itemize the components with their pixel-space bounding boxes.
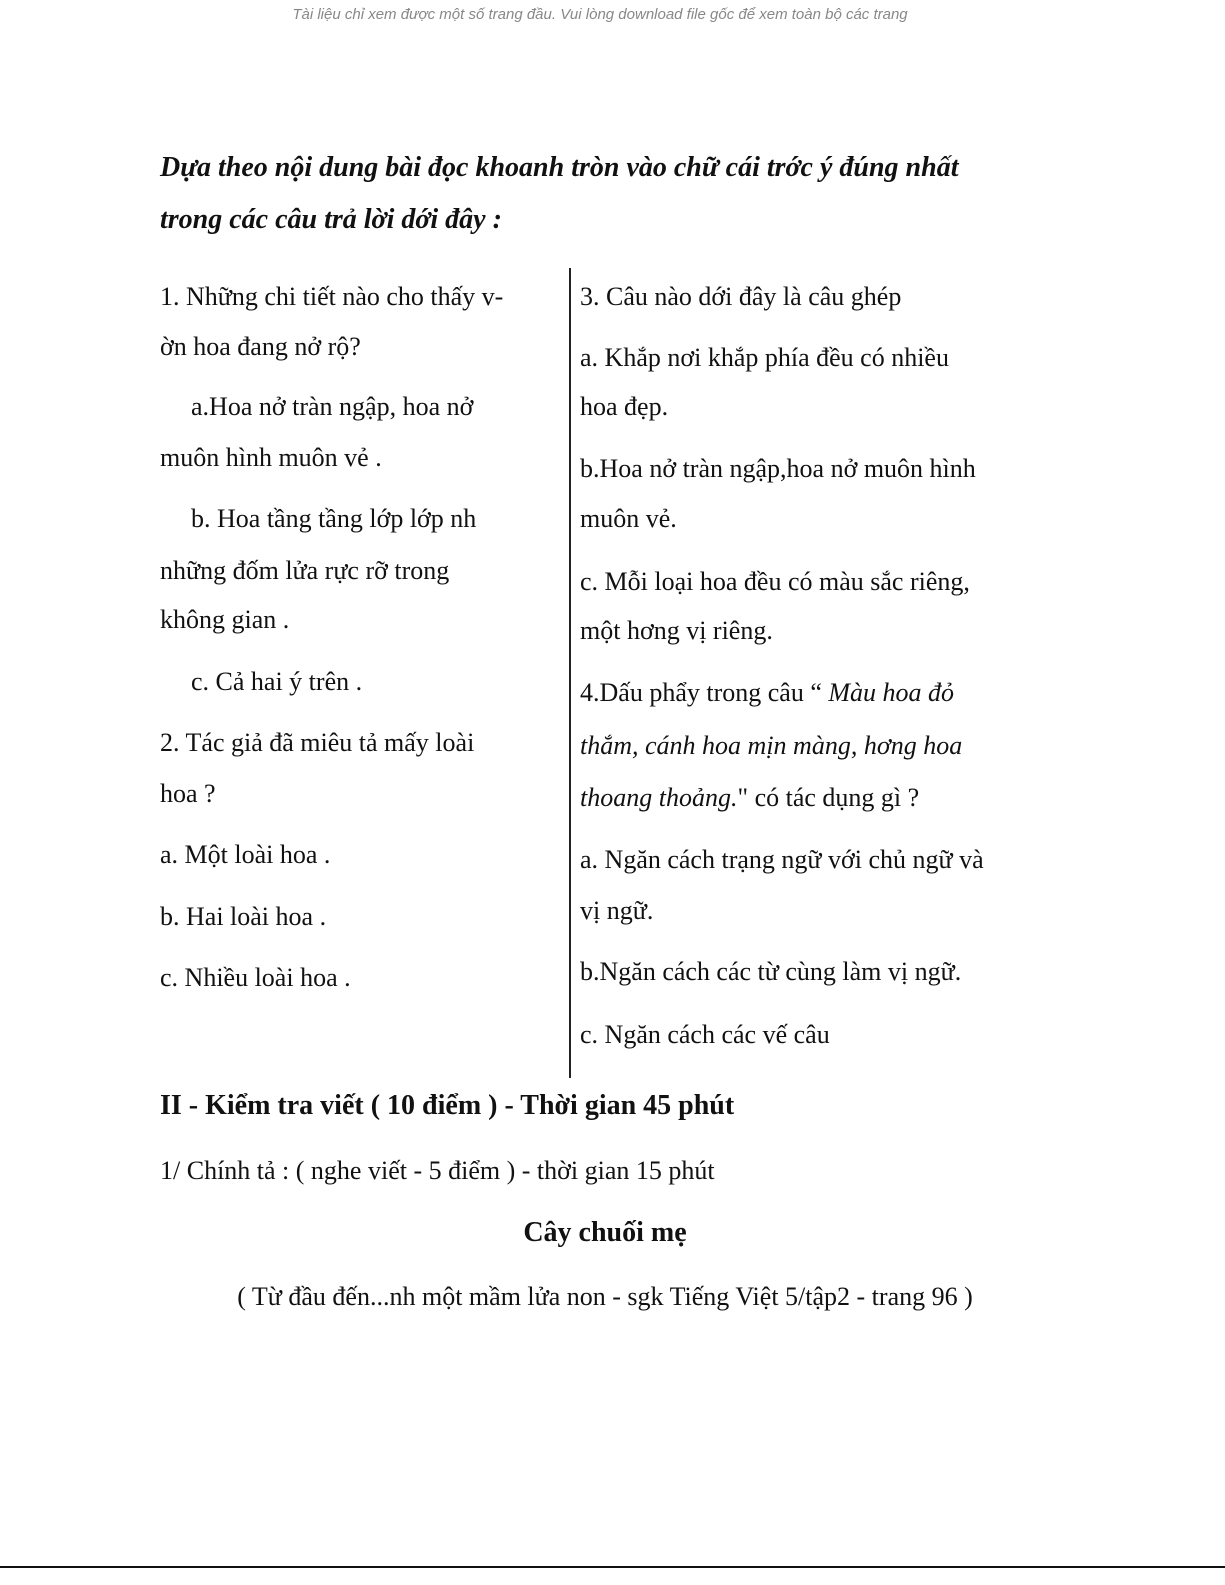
q2-option-a: a. Một loài hoa .: [160, 840, 331, 869]
q3-option-b-cont: muôn vẻ.: [580, 504, 677, 533]
q1-option-a-cont: muôn hình muôn vẻ .: [160, 443, 382, 472]
question-4-end: [580, 782, 919, 814]
q1-option-b-cont: những đốm lửa rực rỡ trong: [160, 556, 450, 585]
q4-option-b: b.Ngăn cách các từ cùng làm vị ngữ.: [580, 957, 962, 986]
q4-quote-end: thoang thoảng.: [580, 783, 738, 812]
q1-option-b: b. Hoa tầng tầng lớp lớp nh: [191, 504, 477, 533]
q4-option-a-cont: vị ngữ.: [580, 896, 654, 925]
q3-option-a: a. Khắp nơi khắp phía đều có nhiều: [580, 343, 949, 372]
instruction-line-2: trong các câu trả lời dới đây :: [160, 204, 502, 235]
q4-quote-cont: thắm, cánh hoa mịn màng, hơng hoa: [580, 731, 963, 760]
q3-option-c-cont: một hơng vị riêng.: [580, 616, 773, 645]
q4-prefix: 4.Dấu phẩy trong câu “: [580, 678, 829, 707]
question-4: [580, 677, 954, 709]
q1-option-a: a.Hoa nở tràn ngập, hoa nở: [191, 392, 474, 421]
question-1: 1. Những chi tiết nào cho thấy v-: [160, 282, 504, 311]
passage-reference: ( Từ đầu đến...nh một mầm lửa non - sgk Tiếng Việt 5/tập2 - trang 96 ): [237, 1282, 973, 1311]
q4-option-c: c. Ngăn cách các vế câu: [580, 1020, 830, 1049]
passage-title: Cây chuối mẹ: [523, 1217, 687, 1248]
q3-option-a-cont: hoa đẹp.: [580, 392, 669, 421]
preview-notice: Tài liệu chỉ xem được một số trang đầu. Vui lòng download file gốc để xem toàn bộ các trang: [292, 6, 908, 23]
instruction-line-1: Dựa theo nội dung bài đọc khoanh tròn vào chữ cái trớc ý đúng nhất: [160, 152, 959, 183]
q4-suffix: " có tác dụng gì ?: [737, 783, 920, 812]
question-2: 2. Tác giả đã miêu tả mấy loài: [160, 728, 475, 757]
section-2-title: II - Kiểm tra viết ( 10 điểm ) - Thời gian 45 phút: [160, 1090, 735, 1121]
q4-quote: Màu hoa đỏ: [828, 678, 955, 707]
q2-option-c: c. Nhiều loài hoa .: [160, 963, 351, 992]
q1-option-b-cont2: không gian .: [160, 605, 290, 634]
dictation-heading: 1/ Chính tả : ( nghe viết - 5 điểm ) - thời gian 15 phút: [160, 1156, 715, 1185]
question-2-cont: hoa ?: [160, 779, 216, 808]
page-bottom-edge: [0, 1566, 1225, 1568]
q3-option-c: c. Mỗi loại hoa đều có màu sắc riêng,: [580, 567, 970, 596]
q2-option-b: b. Hai loài hoa .: [160, 902, 327, 931]
q4-option-a: a. Ngăn cách trạng ngữ với chủ ngữ và: [580, 845, 984, 874]
q1-option-c: c. Cả hai ý trên .: [191, 667, 363, 696]
q3-option-b: b.Hoa nở tràn ngập,hoa nở muôn hình: [580, 454, 976, 483]
question-3: 3. Câu nào dới đây là câu ghép: [580, 282, 902, 311]
question-1-cont: ờn hoa đang nở rộ?: [160, 332, 361, 361]
column-divider: [569, 268, 571, 1078]
